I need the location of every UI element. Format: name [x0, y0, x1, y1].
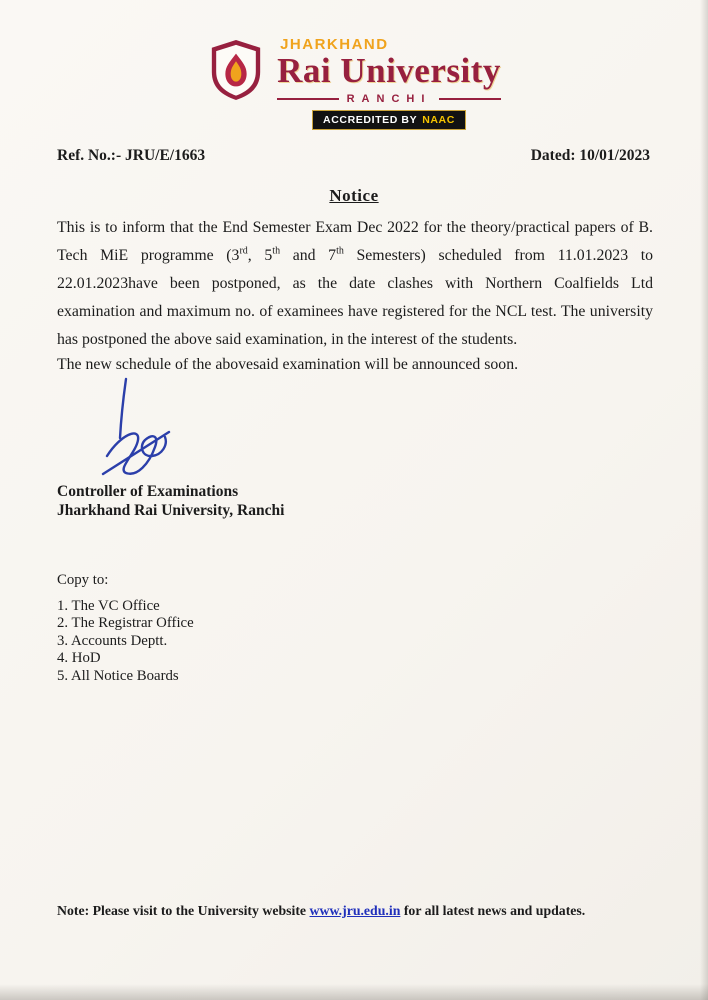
copy-to-item: 2. The Registrar Office: [57, 615, 194, 632]
meta-row: [57, 147, 650, 165]
website-link[interactable]: www.jru.edu.in: [309, 903, 401, 918]
page-title: Notice: [329, 186, 379, 205]
accreditation-naac: NAAC: [422, 113, 455, 126]
copy-to-block: [57, 572, 194, 686]
copy-to-item: 3. Accounts Deptt.: [57, 632, 168, 649]
brand-rai-university: Rai University: [277, 51, 501, 90]
scan-edge-bottom: [0, 984, 708, 1000]
p1-sup-5th: th: [272, 245, 281, 257]
notice-paragraph-2: The new schedule of the abovesaid examination will be announced soon.: [57, 356, 519, 373]
p1-seg-4: and 7: [280, 247, 337, 264]
ranchi-rule-left: [277, 98, 339, 100]
copy-to-item: 4. HoD: [57, 650, 101, 667]
date: Dated: 10/01/2023: [530, 147, 650, 164]
accreditation-badge-row: [277, 110, 501, 130]
university-logo-icon: [207, 38, 265, 102]
brand-jharkhand: JHARKHAND: [280, 36, 389, 53]
p1-sup-7th: th: [336, 245, 344, 257]
notice-paragraph-1: [57, 214, 653, 354]
letterhead: [0, 36, 708, 130]
title-wrap: [0, 186, 708, 206]
p1-seg-6: Semesters) scheduled from 11.01.2023 to 22.01.2023have been postponed, as the date clashes with Northern Coalfields Ltd examination and maximum no. of examinees have registered for the NCL test. The university has postponed the above said examination, in the interest of the students.: [57, 247, 654, 348]
accreditation-prefix: ACCREDITED BY: [323, 113, 418, 126]
scan-edge-right: [700, 0, 708, 1000]
ref-number: Ref. No.:- JRU/E/1663: [57, 147, 206, 164]
signature-ink: [95, 376, 207, 484]
p1-sup-rd: rd: [239, 245, 248, 257]
brand-ranchi-row: [277, 93, 501, 105]
signatory-title: Controller of Examinations: [57, 483, 239, 500]
accreditation-badge: [312, 110, 466, 130]
copy-to-item: 1. The VC Office: [57, 597, 160, 614]
copy-to-label: Copy to:: [57, 572, 109, 588]
copy-to-item: 5. All Notice Boards: [57, 667, 179, 684]
ranchi-rule-right: [439, 98, 501, 100]
brand-block: [277, 36, 501, 130]
brand-ranchi: RANCHI: [346, 92, 432, 105]
footer-note: [57, 903, 658, 919]
footer-note-suffix: for all latest news and updates.: [400, 903, 586, 918]
signatory-org: Jharkhand Rai University, Ranchi: [57, 502, 285, 519]
signatory-block: [57, 482, 284, 520]
footer-note-prefix: Note: Please visit to the University website: [57, 903, 310, 918]
p1-seg-0: This is to inform that the End Semester Exam Dec 2022 for the theory/practical papers of B. Tech MiE programme (3: [57, 219, 653, 264]
p1-seg-2: , 5: [247, 247, 273, 264]
